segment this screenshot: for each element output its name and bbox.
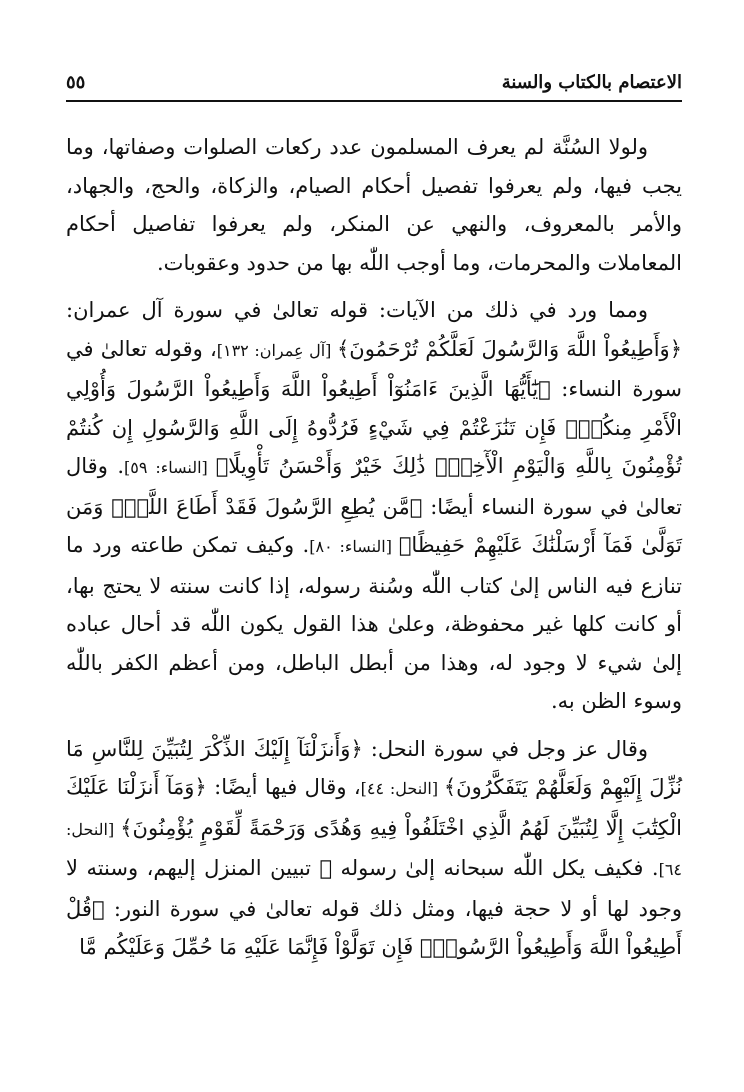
page-number: ٥٥ <box>66 72 86 93</box>
paragraph-sunnah-details <box>66 128 682 282</box>
paragraph-text: . وقال تعالىٰ في سورة النساء أيضًا: <box>66 454 682 519</box>
verse-citation: [النساء: ٥٩] <box>124 458 216 477</box>
verse-citation: [النساء: ٨٠] <box>309 537 399 556</box>
paragraph-text: وقال عز وجل في سورة النحل: <box>362 736 649 761</box>
quran-verse: ﴿وَأَنزَلْنَآ إِلَيْكَ الذِّكْرَ لِتُبَيِّنَ لِلنَّاسِ مَا نُزِّلَ إِلَيْهِمْ وَلَعَلَّهُمْ يَتَفَكَّرُونَ﴾ <box>66 736 682 799</box>
quran-verse: ﴿يَٰٓأَيُّهَا الَّذِينَ ءَامَنُوٓاْ أَطِيعُواْ اللَّهَ وَأَطِيعُواْ الرَّسُولَ وَأُوْلِي الْأَمْرِ مِنكُمْۖ فَإِن تَنَٰزَعْتُمْ فِي شَيْءٍ فَرُدُّوهُ إِلَى اللَّهِ وَالرَّسُولِ إِن كُنتُمْ تُؤْمِنُونَ بِاللَّهِ وَالْيَوْمِ الْأٓخِرِۚ ذَٰلِكَ خَيْرٌ وَأَحْسَنُ تَأْوِيلًا﴾ <box>66 377 683 478</box>
verse-citation: [النحل: ٦٤] <box>66 819 682 879</box>
paragraph-text: . وكيف تمكن طاعته ورد ما تنازع فيه الناس إلىٰ كتاب اللّٰه وسُنة رسوله، إذا كانت سنته لا يحتج بها، أو كانت كلها غير محفوظة، وعلىٰ هذا القول يكون اللّٰه قد أحال عباده إلىٰ شيء لا وجود له، وهذا من أبطل الباطل، ومن أعظم الكفر باللّٰه وسوء الظن به. <box>66 533 682 713</box>
paragraph-text: ومما ورد في ذلك من الآيات: قوله تعالىٰ في سورة آل عمران: <box>66 298 648 322</box>
quran-verse: ﴿وَمَآ أَنزَلْنَا عَلَيْكَ الْكِتَٰبَ إِلَّا لِتُبَيِّنَ لَهُمُ الَّذِي اخْتَلَفُواْ فِيهِ وَهُدًى وَرَحْمَةً لِّقَوْمٍ يُؤْمِنُونَ﴾ <box>66 775 682 840</box>
paragraph-text: ، وقال فيها أيضًا: <box>206 775 361 799</box>
page-body <box>66 128 682 967</box>
paragraph-text: ولولا السُنَّة لم يعرف المسلمون عدد ركعات الصلوات وصفاتها، وما يجب فيها، ولم يعرفوا تفصيل أحكام الصيام، والزكاة، والحج، والجهاد، والأمر بالمعروف، والنهي عن المنكر، ولم يعرفوا تفاصيل أحكام المعاملات والمحرمات، وما أوجب اللّٰه بها من حدود وعقوبات. <box>66 135 682 275</box>
quran-verse: ﴿وَأَطِيعُواْ اللَّهَ وَالرَّسُولَ لَعَلَّكُمْ تُرْحَمُونَ﴾ <box>336 336 682 361</box>
page-header <box>66 66 682 102</box>
paragraph-verses-clarification <box>66 730 682 967</box>
paragraph-text: . فكيف يكل اللّٰه سبحانه إلىٰ رسوله ﷺ تبيين المنزل إليهم، وسنته لا وجود لها أو لا حجة فيها، ومثل ذلك قوله تعالىٰ في سورة النور: <box>66 856 682 921</box>
running-title: الاعتصام بالكتاب والسنة <box>501 72 682 93</box>
paragraph-text: ، وقوله تعالىٰ في سورة النساء: <box>66 336 682 401</box>
quran-verse: ﴿قُلْ أَطِيعُواْ اللَّهَ وَأَطِيعُواْ الرَّسُولَۖ فَإِن تَوَلَّوْاْ فَإِنَّمَا عَلَيْهِ مَا حُمِّلَ وَعَلَيْكُم مَّا <box>66 896 682 959</box>
paragraph-verses-obedience <box>66 291 682 721</box>
quran-verse: ﴿مَّن يُطِعِ الرَّسُولَ فَقَدْ أَطَاعَ اللَّهَۖ وَمَن تَوَلَّىٰ فَمَآ أَرْسَلْنَٰكَ عَلَيْهِمْ حَفِيظًا﴾ <box>66 494 682 557</box>
verse-citation: [النحل: ٤٤] <box>360 779 444 798</box>
verse-citation: [آل عِمران: ١٣٢] <box>216 340 337 360</box>
